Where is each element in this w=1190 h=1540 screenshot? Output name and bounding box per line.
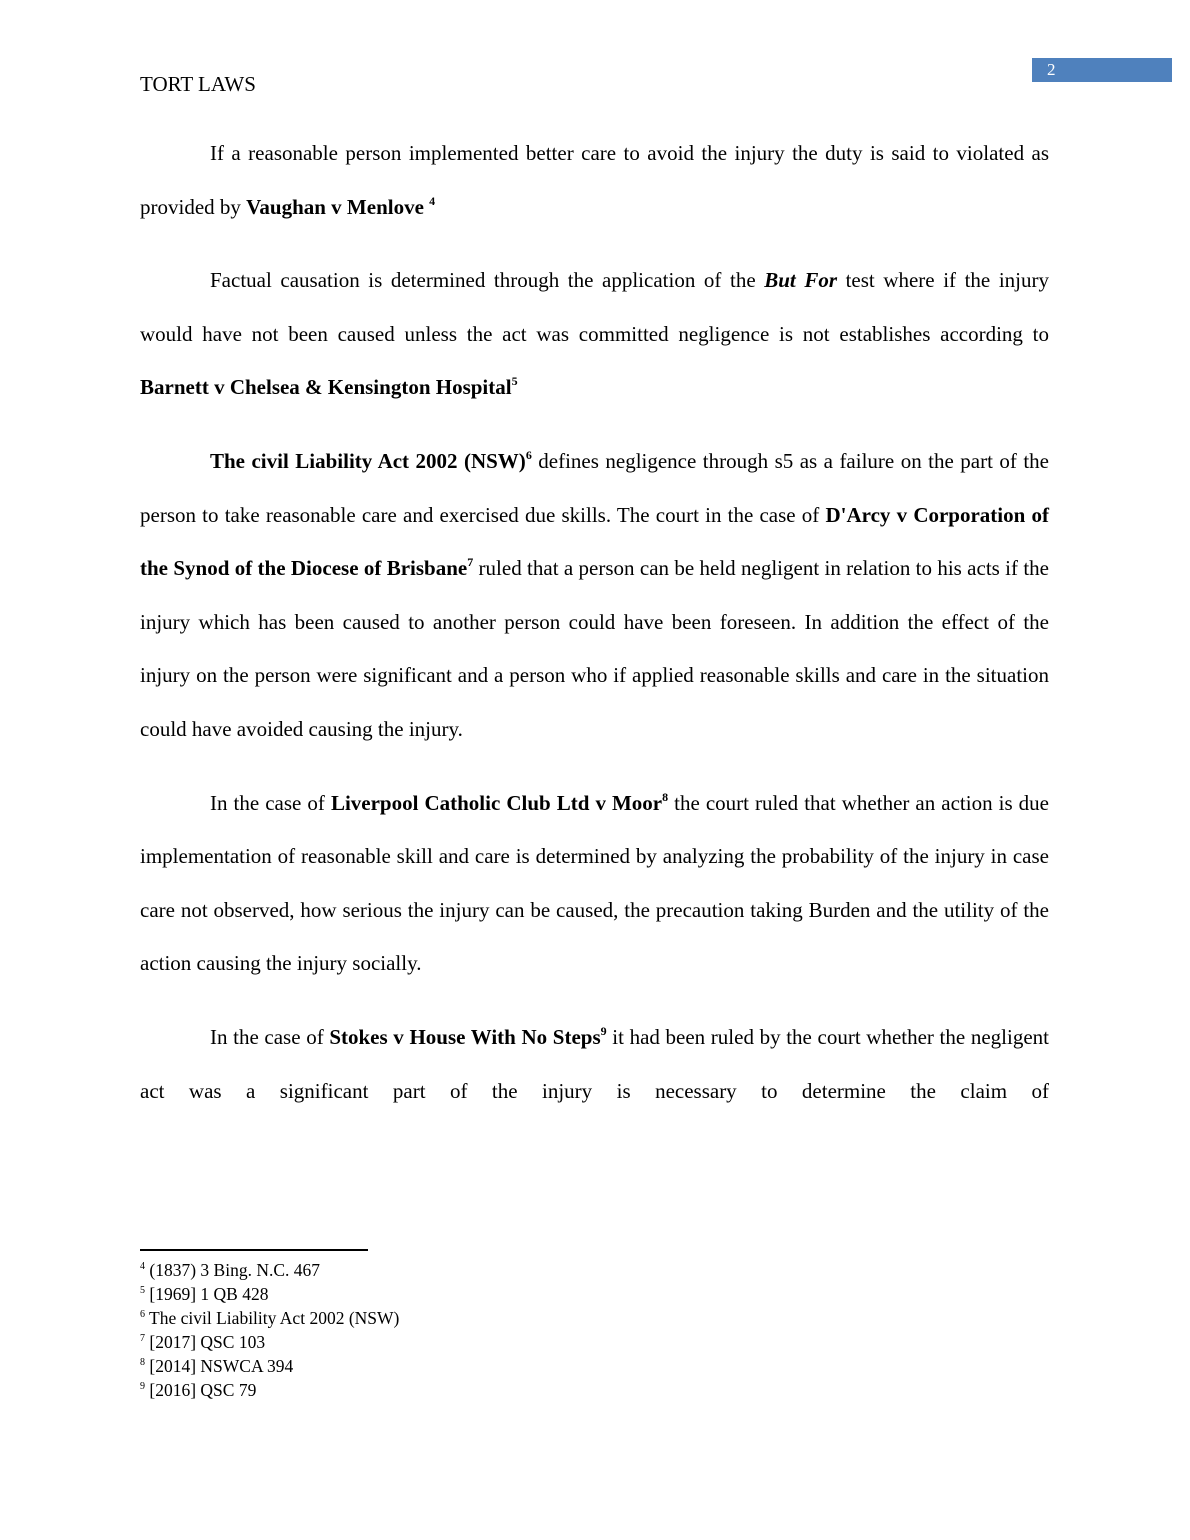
case-citation: Barnett v Chelsea & Kensington Hospital bbox=[140, 375, 512, 400]
footnote-text: (1837) 3 Bing. N.C. 467 bbox=[145, 1260, 320, 1280]
paragraph-stokes-case bbox=[140, 1011, 1049, 1118]
footnote-text: The civil Liability Act 2002 (NSW) bbox=[145, 1308, 400, 1328]
paragraph-text: If a reasonable person implemented better care to avoid the injury the duty is said to violated as provided by bbox=[140, 141, 1049, 219]
footnote-separator bbox=[140, 1249, 368, 1251]
footnote-ref: 6 bbox=[525, 447, 532, 462]
running-header: TORT LAWS bbox=[140, 72, 256, 96]
case-citation: Liverpool Catholic Club Ltd v Moor bbox=[330, 790, 663, 815]
act-citation: The civil Liability Act 2002 (NSW) bbox=[210, 448, 526, 473]
case-citation: D'Arcy v Corporation of the Synod of the Diocese of Brisbane bbox=[140, 502, 1049, 581]
paragraph-duty-breach bbox=[140, 127, 1049, 234]
paragraph-text: test where if the injury would have not been caused unless the act was committed negligence is not establishes according to bbox=[140, 268, 1049, 346]
footnotes bbox=[140, 1258, 399, 1402]
case-citation: Stokes v House With No Steps bbox=[329, 1024, 601, 1049]
paragraph-liverpool-case bbox=[140, 777, 1049, 991]
footnote-number: 9 bbox=[140, 1381, 145, 1392]
paragraph-text: Factual causation is determined through the application of the bbox=[210, 268, 765, 293]
paragraph-text: it had been ruled by the court whether the negligent act was a significant part of the injury is necessary to determine the claim of bbox=[140, 1024, 1049, 1103]
footnote-ref: 5 bbox=[511, 374, 518, 389]
footnote bbox=[140, 1378, 399, 1402]
paragraph-text: ruled that a person can be held negligent in relation to his acts if the injury which has been caused to another person could have been foreseen. In addition the effect of the injury on the person were significant and a person who if applied reasonable skills and care in the situation could have avoided causing the injury. bbox=[140, 556, 1049, 741]
footnote bbox=[140, 1354, 399, 1378]
paragraph-factual-causation bbox=[140, 254, 1049, 415]
footnote-number: 5 bbox=[140, 1285, 145, 1296]
footnote-ref: 4 bbox=[429, 193, 436, 208]
footnote-ref: 8 bbox=[662, 789, 669, 804]
case-citation: Vaughan v Menlove bbox=[246, 194, 430, 219]
paragraph-text: the court ruled that whether an action is due implementation of reasonable skill and care is determined by analyzing the probability of the injury in case care not observed, how serious the injury can be caused, the precaution taking Burden and the utility of the action causing the injury socially. bbox=[140, 790, 1049, 976]
footnote-ref: 7 bbox=[467, 555, 474, 570]
but-for-test: But For bbox=[764, 268, 837, 293]
footnote-number: 4 bbox=[140, 1261, 145, 1272]
footnote-ref: 9 bbox=[600, 1023, 607, 1038]
footnote-text: [2016] QSC 79 bbox=[145, 1380, 257, 1400]
document-body bbox=[140, 127, 1049, 1138]
footnote-text: [2014] NSWCA 394 bbox=[145, 1356, 294, 1376]
footnote-text: [1969] 1 QB 428 bbox=[145, 1284, 269, 1304]
footnote-number: 8 bbox=[140, 1357, 145, 1368]
footnote bbox=[140, 1258, 399, 1282]
footnote bbox=[140, 1282, 399, 1306]
footnote bbox=[140, 1306, 399, 1330]
paragraph-text: defines negligence through s5 as a failure on the part of the person to take reasonable care and exercised due skills. The court in the case of bbox=[140, 448, 1049, 527]
page-number: 2 bbox=[1032, 58, 1172, 82]
paragraph-civil-liability-act bbox=[140, 435, 1049, 757]
footnote bbox=[140, 1330, 399, 1354]
paragraph-text: In the case of bbox=[210, 790, 331, 815]
footnote-number: 6 bbox=[140, 1309, 145, 1320]
footnote-number: 7 bbox=[140, 1333, 145, 1344]
paragraph-text: In the case of bbox=[210, 1024, 330, 1049]
footnote-text: [2017] QSC 103 bbox=[145, 1332, 266, 1352]
